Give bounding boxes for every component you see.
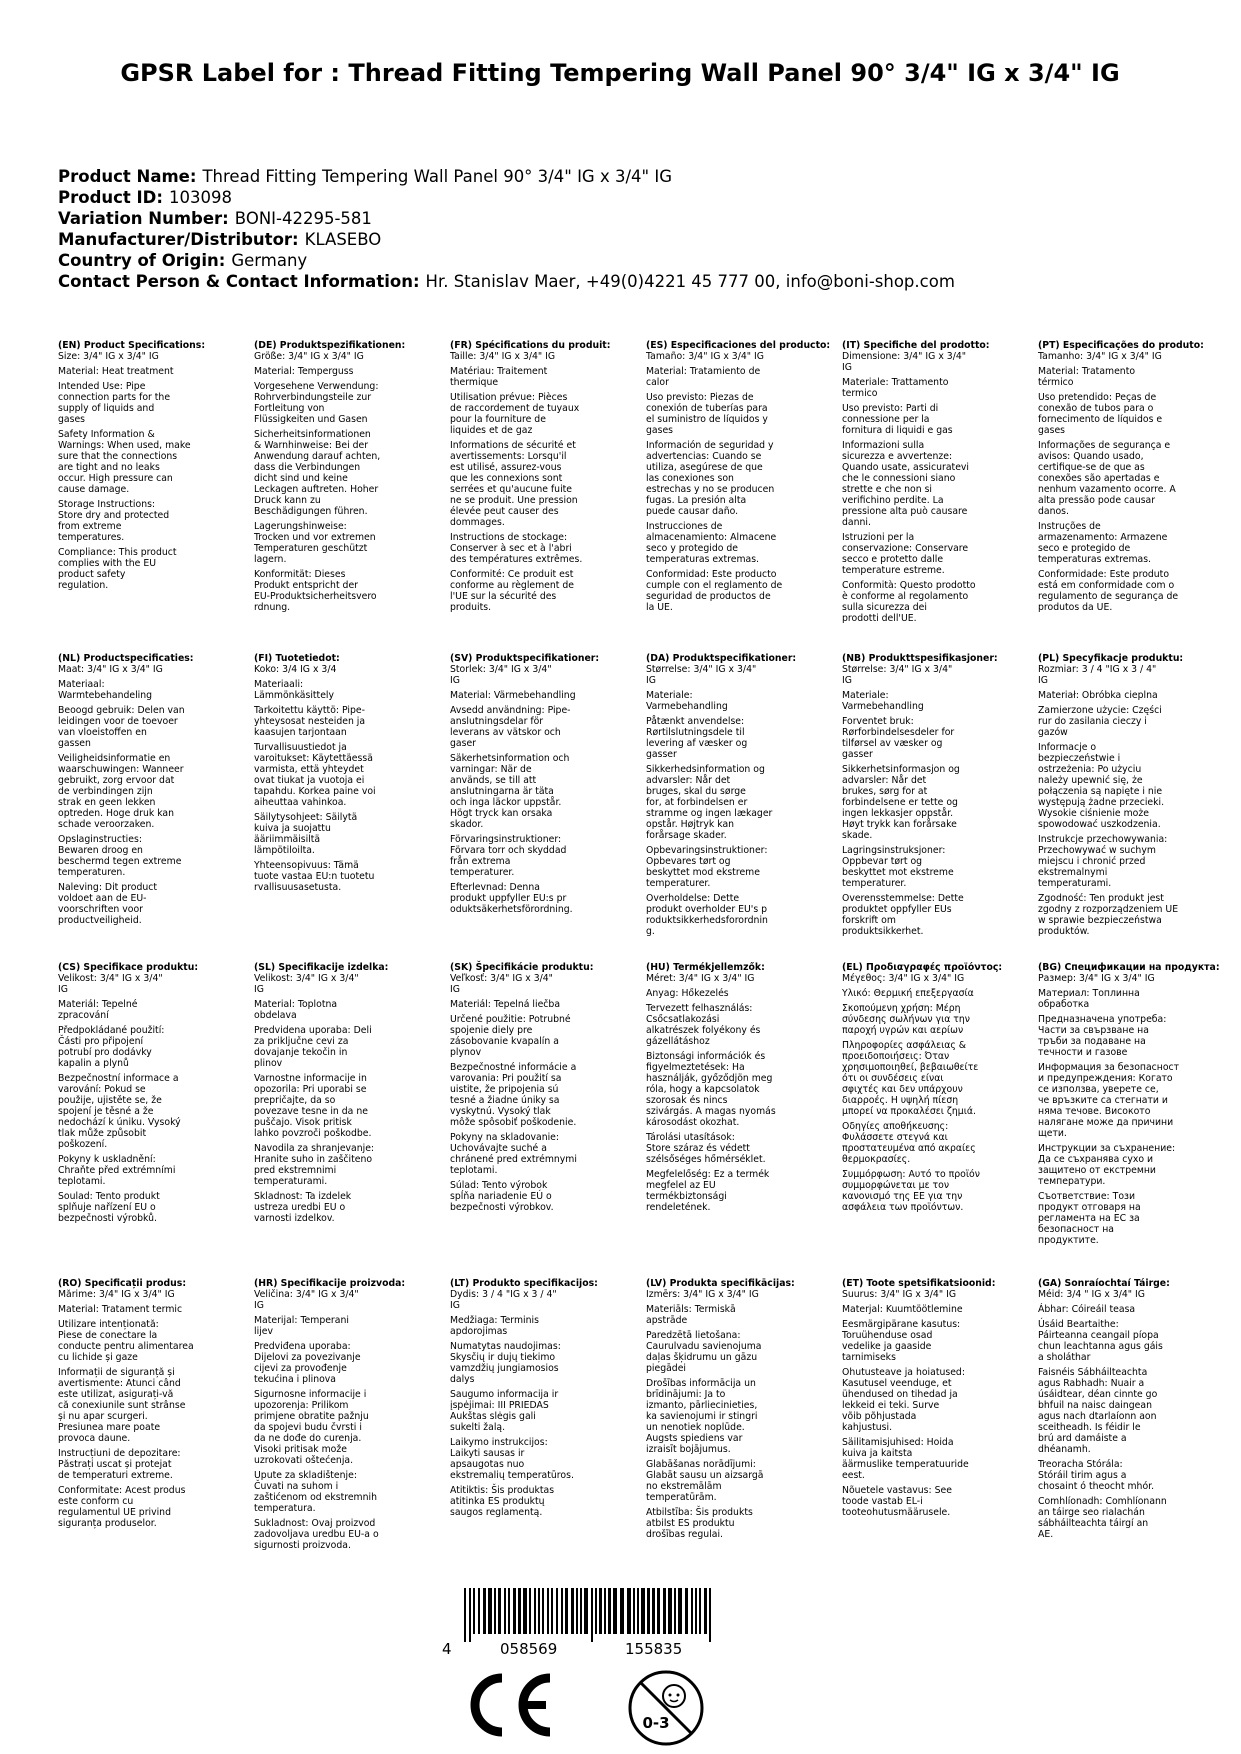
barcode-bar xyxy=(668,1588,672,1634)
barcode-bar xyxy=(551,1588,553,1634)
spec-paragraph: Konformität: Dieses Produkt entspricht der EU-Produktsicherheitsvero rdnung. xyxy=(254,569,377,613)
spec-paragraph: Opslaginstructies: Bewaren droog en beschermd tegen extreme temperaturen. xyxy=(58,834,182,878)
spec-paragraph: Instructions de stockage: Conserver à sec et à l'abri des températures extrêmes. xyxy=(450,532,583,565)
spec-paragraph: Safety Information & Warnings: When used, make sure that the connections are tight and no leaks occur. High pressure can cause damage. xyxy=(58,429,191,495)
spec-paragraph: Matériau: Traitement thermique xyxy=(450,366,548,388)
spec-paragraph: Размер: 3/4" IG x 3/4" IG xyxy=(1038,973,1155,984)
spec-heading: (IT) Specifiche del prodotto: xyxy=(842,340,990,351)
spec-paragraph: Utilisation prévue: Pièces de raccordement de tuyaux pour la fourniture de liquides et de gaz xyxy=(450,392,580,436)
barcode-digits-right: 155835 xyxy=(625,1640,683,1658)
spec-paragraph: Velikost: 3/4" IG x 3/4" IG xyxy=(58,973,163,995)
barcode-bar xyxy=(494,1588,496,1634)
spec-paragraph: Méid: 3/4 " IG x 3/4" IG xyxy=(1038,1289,1145,1300)
spec-paragraph: Pokyny na skladovanie: Uchovávajte suché a chránené pred extrémnymi teplotami. xyxy=(450,1132,577,1176)
spec-section xyxy=(842,340,1012,628)
page-title: GPSR Label for : Thread Fitting Tempering Wall Panel 90° 3/4" IG x 3/4" IG xyxy=(120,59,1120,87)
spec-paragraph: Información de seguridad y advertencias: Cuando se utiliza, asegúrese de que las conexiones son estrechas y no se producen fugas. La presión alta puede causar daño. xyxy=(646,440,775,517)
spec-paragraph: Materiale: Trattamento termico xyxy=(842,377,949,399)
spec-paragraph: Utilizare intenționată: Piese de conectare la conducte pentru alimentarea cu lichide și gaze xyxy=(58,1319,194,1363)
spec-heading: (PT) Especificações do produto: xyxy=(1038,340,1204,351)
spec-heading: (LV) Produkta specifikācijas: xyxy=(646,1278,795,1289)
spec-paragraph: Předpokládané použití: Části pro připojení potrubí pro dodávky kapalin a plynů xyxy=(58,1025,165,1069)
spec-paragraph: Overholdelse: Dette produkt overholder EU's p roduktsikkerhedsforordnin g. xyxy=(646,893,768,937)
spec-section xyxy=(450,1278,620,1522)
info-label: Manufacturer/Distributor: xyxy=(58,230,299,249)
age-label: 0-3 xyxy=(642,1714,670,1732)
spec-paragraph: Material: Temperguss xyxy=(254,366,354,377)
spec-paragraph: Lagerungshinweise: Trocken und vor extremen Temperaturen geschützt lagern. xyxy=(254,521,376,565)
spec-paragraph: Tarkoitettu käyttö: Pipe- yhteysosat nesteiden ja kaasujen tarjontaan xyxy=(254,705,366,738)
info-label: Country of Origin: xyxy=(58,251,226,270)
barcode-bar xyxy=(595,1588,597,1634)
spec-paragraph: Säilytysohjeet: Säilytä kuiva ja suojattu ääriimmäisiltä lämpötiloilta. xyxy=(254,812,358,856)
spec-paragraph: Conformidad: Este producto cumple con el reglamento de seguridad de productos de la UE. xyxy=(646,569,783,613)
spec-section xyxy=(646,1278,816,1544)
spec-paragraph: Laikymo instrukcijos: Laikyti sausas ir apsaugotas nuo ekstremalių temperatūros. xyxy=(450,1437,574,1481)
spec-paragraph: Pokyny k uskladnění: Chraňte před extrémními teplotami. xyxy=(58,1154,176,1187)
barcode-bar xyxy=(547,1588,549,1634)
spec-paragraph: Materiāls: Termiskā apstrāde xyxy=(646,1304,736,1326)
info-label: Variation Number: xyxy=(58,209,229,228)
spec-section xyxy=(1038,1278,1208,1544)
spec-paragraph: Tamaño: 3/4" IG x 3/4" IG xyxy=(646,351,764,362)
spec-paragraph: Faisnéis Sábháilteachta agus Rabhadh: Nuair a úsáidtear, déan cinnte go bhfuil na naisc daingean agus nach dtarlaíonn aon sceitheadh. Is féidir le brú ard damáiste a dhéanamh. xyxy=(1038,1367,1158,1455)
barcode-bar xyxy=(571,1588,574,1634)
barcode-bar xyxy=(663,1588,666,1634)
spec-paragraph: Säkerhetsinformation och varningar: När de används, se till att anslutningarna är täta och inga läckor uppstår. Högt tryck kan orsaka skador. xyxy=(450,753,570,830)
spec-paragraph: Conformità: Questo prodotto è conforme al regolamento sulla sicurezza dei prodotti dell'UE. xyxy=(842,580,976,624)
spec-paragraph: Predviđena uporaba: Dijelovi za povezivanje cijevi za provođenje tekućina i plinova xyxy=(254,1341,361,1385)
spec-paragraph: Glabāšanas norādījumi: Glabāt sausu un aizsargā no ekstremālām temperatūrām. xyxy=(646,1459,764,1503)
info-value: BONI-42295-581 xyxy=(234,209,372,228)
spec-paragraph: Informations de sécurité et avertissements: Lorsqu'il est utilisé, assurez-vous que les connexions sont serrées et qu'aucune fuite ne se produit. Une pression élevée peut causer des dommages. xyxy=(450,440,578,528)
info-row xyxy=(58,271,955,292)
spec-section xyxy=(646,962,816,1217)
spec-paragraph: Velikost: 3/4" IG x 3/4" IG xyxy=(254,973,359,995)
product-info xyxy=(58,166,955,292)
barcode-bar xyxy=(608,1588,611,1634)
spec-paragraph: Naleving: Dit product voldoet aan de EU- voorschriften voor productveiligheid. xyxy=(58,882,158,926)
spec-section xyxy=(646,653,816,941)
spec-section xyxy=(1038,653,1208,941)
spec-paragraph: Material: Toplotna obdelava xyxy=(254,999,338,1021)
spec-heading: (RO) Specificații produs: xyxy=(58,1278,187,1289)
spec-paragraph: Varnostne informacije in opozorila: Pri uporabi se prepričajte, da so povezave tesne in da ne puščajo. Visok pritisk lahko povzroči poškodbe. xyxy=(254,1073,372,1139)
barcode-bar xyxy=(469,1588,471,1642)
spec-paragraph: Bezpečnostné informácie a varovania: Pri použití sa uistite, že pripojenia sú tesné a žiadne úniky sa vyskytnú. Vysoký tlak môže spôsobiť poškodenie. xyxy=(450,1062,577,1128)
info-row xyxy=(58,166,955,187)
spec-paragraph: Maat: 3/4" IG x 3/4" IG xyxy=(58,664,163,675)
spec-paragraph: Material: Tratamiento de calor xyxy=(646,366,761,388)
barcode-bar xyxy=(488,1588,492,1634)
barcode-bar xyxy=(542,1588,544,1634)
barcode-bar xyxy=(556,1588,558,1634)
spec-paragraph: Numatytas naudojimas: Skysčių ir dujų tiekimo vamzdžių jungiamosios dalys xyxy=(450,1341,561,1385)
spec-paragraph: Medžiaga: Terminis apdorojimas xyxy=(450,1315,539,1337)
spec-paragraph: Turvallisuustiedot ja varoitukset: Käytettäessä varmista, että yhteydet ovat tiukat ja vuotoja ei tapahdu. Korkea paine voi aiheuttaa vahinkoa. xyxy=(254,742,376,808)
barcode-bar xyxy=(613,1588,617,1634)
spec-paragraph: Intended Use: Pipe connection parts for the supply of liquids and gases xyxy=(58,381,171,425)
barcode-bar xyxy=(691,1588,693,1634)
barcode-bar xyxy=(637,1588,639,1634)
info-label: Product Name: xyxy=(58,167,197,186)
spec-paragraph: Navodila za shranjevanje: Hranite suho in zaščiteno pred ekstremnimi temperaturami. xyxy=(254,1143,375,1187)
spec-paragraph: Sikkerhedsinformation og advarsler: Når det bruges, skal du sørge for, at forbindelsen er stramme og ingen lækager opstår. Højtryk kan forårsage skader. xyxy=(646,764,773,841)
spec-paragraph: Informații de siguranță și avertismente: Atunci când este utilizat, asigurați-vă că conexiunile sunt strânse și nu apar scurgeri. Presiunea mare poate provoca daune. xyxy=(58,1367,186,1444)
spec-paragraph: Saugumo informacija ir įspėjimai: III PRIEDAS Aukštas slėgis gali sukelti žalą. xyxy=(450,1389,559,1433)
spec-paragraph: Izmērs: 3/4" IG x 3/4" IG xyxy=(646,1289,759,1300)
spec-paragraph: Størrelse: 3/4" IG x 3/4" IG xyxy=(842,664,953,686)
spec-paragraph: Overensstemmelse: Dette produktet oppfyller EUs forskrift om produktsikkerhet. xyxy=(842,893,964,937)
spec-paragraph: Instrukcje przechowywania: Przechowywać w suchym miejscu i chronić przed ekstremalnymi temperaturami. xyxy=(1038,834,1168,889)
spec-paragraph: Material: Heat treatment xyxy=(58,366,174,377)
spec-paragraph: Materiale: Varmebehandling xyxy=(842,690,924,712)
spec-heading: (SK) Špecifikácie produktu: xyxy=(450,962,594,973)
spec-section xyxy=(58,1278,228,1533)
spec-paragraph: Compliance: This product complies with the EU product safety regulation. xyxy=(58,547,177,591)
spec-paragraph: Οδηγίες αποθήκευσης: Φυλάσσετε στεγνά και προστατευμένα από ακραίες θερμοκρασίες. xyxy=(842,1121,976,1165)
spec-paragraph: Atbilstība: Šis produkts atbilst ES produktu drošības regulai. xyxy=(646,1507,753,1540)
barcode-bar xyxy=(580,1588,582,1634)
barcode-bar xyxy=(699,1588,701,1634)
barcode-bar xyxy=(674,1588,676,1634)
spec-section xyxy=(1038,340,1208,617)
barcode-bar xyxy=(652,1588,655,1634)
spec-paragraph: Skladnost: Ta izdelek ustreza uredbi EU o varnosti izdelkov. xyxy=(254,1191,352,1224)
spec-section xyxy=(450,653,620,919)
spec-heading: (NL) Productspecificaties: xyxy=(58,653,194,664)
spec-paragraph: Materiál: Tepelné zpracování xyxy=(58,999,138,1021)
spec-paragraph: Opbevaringsinstruktioner: Opbevares tørt og beskyttet mod ekstreme temperaturer. xyxy=(646,845,768,889)
spec-heading: (EL) Προδιαγραφές προϊόντος: xyxy=(842,962,1003,973)
spec-paragraph: Förvaringsinstruktioner: Förvara torr och skyddad från extrema temperaturer. xyxy=(450,834,567,878)
spec-heading: (CS) Specifikace produktu: xyxy=(58,962,199,973)
spec-section xyxy=(58,340,228,595)
spec-paragraph: Yhteensopivuus: Tämä tuote vastaa EU:n tuotetu rvallisuusasetusta. xyxy=(254,860,375,893)
spec-paragraph: Predvidena uporaba: Deli za priključne cevi za dovajanje tekočin in plinov xyxy=(254,1025,372,1069)
barcode-bar xyxy=(685,1588,688,1634)
spec-section xyxy=(254,340,424,617)
spec-section xyxy=(58,962,228,1228)
spec-paragraph: Lagringsinstruksjoner: Oppbevar tørt og beskyttet mot ekstreme temperaturer. xyxy=(842,845,954,889)
spec-paragraph: Size: 3/4" IG x 3/4" IG xyxy=(58,351,159,362)
spec-paragraph: Forventet bruk: Rørforbindelsesdeler for tilførsel av væsker og gasser xyxy=(842,716,955,760)
spec-paragraph: Materjal: Kuumtöötlemine xyxy=(842,1304,963,1315)
spec-paragraph: Påtænkt anvendelse: Rørtilslutningsdele til levering af væsker og gasser xyxy=(646,716,748,760)
spec-paragraph: Materiaal: Warmtebehandeling xyxy=(58,679,153,701)
spec-heading: (SL) Specifikacije izdelka: xyxy=(254,962,389,973)
info-label: Product ID: xyxy=(58,188,163,207)
info-label: Contact Person & Contact Information: xyxy=(58,272,420,291)
spec-heading: (LT) Produkto specifikacijos: xyxy=(450,1278,598,1289)
spec-paragraph: Σκοπούμενη χρήση: Μέρη σύνδεσης σωλήνων για την παροχή υγρών και αερίων xyxy=(842,1003,970,1036)
spec-paragraph: Tervezett felhasználás: Csőcsatlakozási alkatrészek folyékony és gázellátáshoz xyxy=(646,1003,761,1047)
spec-heading: (PL) Specyfikacje produktu: xyxy=(1038,653,1184,664)
spec-paragraph: Biztonsági információk és figyelmeztetések: Ha használják, győződjön meg róla, hogy a kapcsolatok szorosak és nincs szivárgás. A magas nyomás károsodást okozhat. xyxy=(646,1051,776,1128)
barcode xyxy=(462,1588,714,1642)
barcode-bar xyxy=(627,1588,631,1634)
spec-paragraph: Предназначена употреба: Части за свързване на тръби за подаване на течности и газове xyxy=(1038,1014,1167,1058)
barcode-bar xyxy=(709,1588,711,1642)
spec-heading: (DE) Produktspezifikationen: xyxy=(254,340,406,351)
barcode-bar xyxy=(478,1588,480,1634)
spec-paragraph: Uso previsto: Parti di connessione per la fornitura di liquidi e gas xyxy=(842,403,953,436)
barcode-bar xyxy=(678,1588,682,1634)
info-value: Germany xyxy=(231,251,308,270)
barcode-bar xyxy=(704,1588,707,1634)
spec-section xyxy=(842,962,1012,1217)
spec-paragraph: Storage Instructions: Store dry and protected from extreme temperatures. xyxy=(58,499,170,543)
spec-paragraph: Beoogd gebruik: Delen van leidingen voor de toevoer van vloeistoffen en gassen xyxy=(58,705,185,749)
spec-heading: (FI) Tuotetiedot: xyxy=(254,653,340,664)
spec-paragraph: Veľkosť: 3/4" IG x 3/4" IG xyxy=(450,973,553,995)
barcode-bar xyxy=(498,1588,501,1634)
info-value: KLASEBO xyxy=(304,230,382,249)
barcode-bar xyxy=(599,1588,602,1634)
spec-paragraph: Sicherheitsinformationen & Warnhinweise: Bei der Anwendung darauf achten, dass die Verbindungen dicht sind und keine Leckagen auftreten. Hoher Druck kann zu Beschädigungen führen. xyxy=(254,429,381,517)
spec-paragraph: Материал: Топлинна обработка xyxy=(1038,988,1140,1010)
barcode-bar xyxy=(483,1588,486,1634)
barcode-bar xyxy=(473,1588,475,1634)
spec-paragraph: Material: Tratament termic xyxy=(58,1304,183,1315)
info-row xyxy=(58,250,955,271)
spec-heading: (DA) Produktspecifikationer: xyxy=(646,653,797,664)
spec-paragraph: Méret: 3/4" IG x 3/4" IG xyxy=(646,973,755,984)
spec-paragraph: Съответствие: Този продукт отговаря на регламента на ЕС за безопасност на продуктите. xyxy=(1038,1191,1141,1246)
spec-section xyxy=(254,1278,424,1555)
spec-paragraph: Ohutusteave ja hoiatused: Kasutusel veenduge, et ühendused on tihedad ja lekkeid ei teki. Surve võib põhjustada kahjustusi. xyxy=(842,1367,965,1433)
spec-paragraph: Suurus: 3/4" IG x 3/4" IG xyxy=(842,1289,957,1300)
spec-paragraph: Instrucciones de almacenamiento: Almacene seco y protegido de temperaturas extremas. xyxy=(646,521,777,565)
spec-paragraph: Materiaali: Lämmönkäsittely xyxy=(254,679,335,701)
spec-heading: (SV) Produktspecifikationer: xyxy=(450,653,600,664)
spec-section xyxy=(254,962,424,1228)
spec-paragraph: Conformité: Ce produit est conforme au règlement de l'UE sur la sécurité des produits. xyxy=(450,569,575,613)
spec-heading: (EN) Product Specifications: xyxy=(58,340,206,351)
spec-paragraph: Soulad: Tento produkt splňuje nařízení EU o bezpečnosti výrobků. xyxy=(58,1191,160,1224)
barcode-bar xyxy=(534,1588,536,1634)
spec-paragraph: Efterlevnad: Denna produkt uppfyller EU:s pr oduktsäkerhetsförordning. xyxy=(450,882,573,915)
spec-paragraph: Bezpečnostní informace a varování: Pokud se použije, ujistěte se, že spojení je těsné a že nedochází k úniku. Vysoký tlak může způsobit poškození. xyxy=(58,1073,181,1150)
spec-paragraph: Υλικό: Θερμική επεξεργασία xyxy=(842,988,974,999)
spec-paragraph: Informazioni sulla sicurezza e avvertenze: Quando usate, assicuratevi che le connessioni siano strette e che non si verifichino perdite. La pressione alta può causare danni. xyxy=(842,440,969,528)
spec-paragraph: Materiał: Obróbka cieplna xyxy=(1038,690,1158,701)
spec-section xyxy=(1038,962,1220,1250)
spec-paragraph: Úsáid Beartaithe: Páirteanna ceangail píopa chun leachtanna agus gáis a sholáthar xyxy=(1038,1319,1163,1363)
spec-paragraph: Sigurnosne informacije i upozorenja: Prilikom primjene obratite pažnju da spojevi budu čvrsti i da ne dođe do curenja. Visoki pritisak može uzrokovati oštećenja. xyxy=(254,1389,369,1466)
barcode-bar xyxy=(565,1588,568,1634)
spec-paragraph: Veličina: 3/4" IG x 3/4" IG xyxy=(254,1289,359,1311)
spec-paragraph: Určené použitie: Potrubné spojenie diely pre zásobovanie kvapalín a plynov xyxy=(450,1014,571,1058)
age-warning-icon xyxy=(626,1668,706,1748)
barcode-bar xyxy=(695,1588,697,1634)
barcode-bar xyxy=(504,1588,506,1634)
spec-section xyxy=(58,653,228,930)
barcode-bar xyxy=(591,1588,593,1642)
spec-paragraph: Anyag: Hőkezelés xyxy=(646,988,729,999)
spec-paragraph: Ábhar: Cóireáil teasa xyxy=(1038,1304,1136,1315)
barcode-bar xyxy=(561,1588,563,1634)
spec-paragraph: Instruções de armazenamento: Armazene seco e protegido de temperaturas extremas. xyxy=(1038,521,1168,565)
spec-paragraph: Materiál: Tepelná liečba xyxy=(450,999,561,1010)
barcode-bar xyxy=(538,1588,540,1634)
spec-section xyxy=(450,340,620,617)
spec-paragraph: Eesmärgipärane kasutus: Toruühenduse osad vedelike ja gaaside tarnimiseks xyxy=(842,1319,961,1363)
barcode-bar xyxy=(647,1588,650,1634)
spec-paragraph: Conformitate: Acest produs este conform cu regulamentul UE privind siguranța produselor. xyxy=(58,1485,186,1529)
spec-paragraph: Vorgesehene Verwendung: Rohrverbindungsteile zur Fortleitung von Flüssigkeiten und Gasen xyxy=(254,381,379,425)
barcode-bar xyxy=(508,1588,510,1634)
barcode-bar xyxy=(657,1588,660,1634)
spec-paragraph: Paredzētā lietošana: Caurulvadu savienojuma daļas šķidrumu un gāzu piegādei xyxy=(646,1330,762,1374)
spec-paragraph: Avsedd användning: Pipe- anslutningsdelar för leverans av vätskor och gaser xyxy=(450,705,571,749)
spec-heading: (BG) Спецификации на продукта: xyxy=(1038,962,1220,973)
spec-paragraph: Informações de segurança e avisos: Quando usado, certifique-se de que as conexões são apertadas e nenhum vazamento ocorre. A alta pressão pode causar danos. xyxy=(1038,440,1176,517)
spec-paragraph: Säilitamisjuhised: Hoida kuiva ja kaitsta äärmuslike temperatuuride eest. xyxy=(842,1437,969,1481)
spec-paragraph: Material: Tratamento térmico xyxy=(1038,366,1136,388)
barcode-bar xyxy=(513,1588,516,1634)
spec-paragraph: Comhlíonadh: Comhlíonann an táirge seo rialachán sábháilteachta táirgí an AE. xyxy=(1038,1496,1167,1540)
barcode-digit-first: 4 xyxy=(442,1640,452,1658)
spec-paragraph: Upute za skladištenje: Čuvati na suhom i zaštićenom od ekstremnih temperatura. xyxy=(254,1470,377,1514)
spec-paragraph: Storlek: 3/4" IG x 3/4" IG xyxy=(450,664,552,686)
spec-section xyxy=(254,653,424,897)
spec-paragraph: Drošības informācija un brīdinājumi: Ja to izmanto, pārliecinieties, ka savienojumi ir stingri un nenotiek noplūde. Augsts spiediens var izraisīt bojājumus. xyxy=(646,1378,758,1455)
spec-paragraph: Conformidade: Este produto está em conformidade com o regulamento de segurança de produtos da UE. xyxy=(1038,569,1179,613)
spec-paragraph: Uso pretendido: Peças de conexão de tubos para o fornecimento de líquidos e gases xyxy=(1038,392,1163,436)
spec-paragraph: Megfelelőség: Ez a termék megfelel az EU termékbiztonsági rendeletének. xyxy=(646,1169,770,1213)
spec-heading: (NB) Produkttspesifikasjoner: xyxy=(842,653,998,664)
spec-paragraph: Informacje o bezpieczeństwie i ostrzeżenia: Po użyciu należy upewnić się, że połączenia są napięte i nie występują żadne przecieki. Wysokie ciśnienie może spowodować uszkodzenia. xyxy=(1038,742,1165,830)
info-row xyxy=(58,229,955,250)
spec-paragraph: Dimensione: 3/4" IG x 3/4" IG xyxy=(842,351,967,373)
spec-paragraph: Zgodność: Ten produkt jest zgodny z rozporządzeniem UE w sprawie bezpieczeństwa produktów. xyxy=(1038,893,1179,937)
spec-paragraph: Инструкции за съхранение: Да се съхранява сухо и защитено от екстремни температури. xyxy=(1038,1143,1176,1187)
info-value: 103098 xyxy=(168,188,232,207)
spec-section xyxy=(646,340,831,617)
spec-paragraph: Koko: 3/4 IG x 3/4 xyxy=(254,664,337,675)
spec-paragraph: Veiligheidsinformatie en waarschuwingen: Wanneer gebruikt, zorg ervoor dat de verbindingen zijn strak en geen lekken optreden. Hoge druk kan schade veroorzaken. xyxy=(58,753,184,830)
barcode-bar xyxy=(529,1588,531,1634)
spec-paragraph: Taille: 3/4" IG x 3/4" IG xyxy=(450,351,556,362)
barcode-bar xyxy=(464,1588,466,1642)
spec-paragraph: Zamierzone użycie: Części rur do zasilania cieczy i gazów xyxy=(1038,705,1162,738)
info-value: Hr. Stanislav Maer, +49(0)4221 45 777 00, info@boni-shop.com xyxy=(425,272,955,291)
info-row xyxy=(58,187,955,208)
spec-paragraph: Atitiktis: Šis produktas atitinka ES produktų saugos reglamentą. xyxy=(450,1485,555,1518)
spec-paragraph: Πληροφορίες ασφάλειας & προειδοποιήσεις: Όταν χρησιμοποιηθεί, βεβαιωθείτε ότι οι συνδέσεις είναι σφιχτές και δεν υπάρχουν διαρροές. Η υψηλή πίεση μπορεί να προκαλέσει ζημιά. xyxy=(842,1040,979,1117)
spec-paragraph: Sukladnost: Ovaj proizvod zadovoljava uredbu EU-a o sigurnosti proizvoda. xyxy=(254,1518,379,1551)
spec-paragraph: Dydis: 3 / 4 "IG x 3 / 4" IG xyxy=(450,1289,557,1311)
barcode-bar xyxy=(641,1588,645,1634)
ce-mark-icon xyxy=(458,1670,558,1740)
spec-paragraph: Tárolási utasítások: Store száraz és védett szélsőséges hőmérséklet. xyxy=(646,1132,766,1165)
barcode-digits-left: 058569 xyxy=(500,1640,558,1658)
spec-paragraph: Συμμόρφωση: Αυτό το προϊόν συμμορφώνεται με τον κανονισμό της ΕΕ για την ασφάλεια των προϊόντων. xyxy=(842,1169,980,1213)
spec-section xyxy=(842,653,1012,941)
spec-paragraph: Treoracha Stórála: Stóráil tirim agus a chosaint ó theocht mhór. xyxy=(1038,1459,1155,1492)
info-row xyxy=(58,208,955,229)
spec-paragraph: Größe: 3/4" IG x 3/4" IG xyxy=(254,351,364,362)
spec-heading: (ET) Toote spetsifikatsioonid: xyxy=(842,1278,996,1289)
spec-paragraph: Størrelse: 3/4" IG x 3/4" IG xyxy=(646,664,757,686)
spec-section xyxy=(842,1278,1012,1522)
spec-paragraph: Tamanho: 3/4" IG x 3/4" IG xyxy=(1038,351,1162,362)
spec-paragraph: Mărime: 3/4" IG x 3/4" IG xyxy=(58,1289,175,1300)
spec-section xyxy=(450,962,620,1217)
spec-heading: (ES) Especificaciones del producto: xyxy=(646,340,831,351)
barcode-bar xyxy=(584,1588,588,1634)
spec-heading: (HR) Specifikacije proizvoda: xyxy=(254,1278,406,1289)
spec-paragraph: Súlad: Tento výrobok spĺňa nariadenie EÚ o bezpečnosti výrobkov. xyxy=(450,1180,554,1213)
barcode-bar xyxy=(620,1588,624,1634)
spec-heading: (FR) Spécifications du produit: xyxy=(450,340,611,351)
spec-paragraph: Instrucțiuni de depozitare: Păstrați uscat și protejat de temperaturi extreme. xyxy=(58,1448,181,1481)
spec-heading: (HU) Termékjellemzők: xyxy=(646,962,765,973)
barcode-bar xyxy=(523,1588,527,1634)
barcode-bar xyxy=(604,1588,606,1634)
spec-paragraph: Μέγεθος: 3/4" IG x 3/4" IG xyxy=(842,973,965,984)
info-value: Thread Fitting Tempering Wall Panel 90° 3/4" IG x 3/4" IG xyxy=(202,167,673,186)
barcode-bar xyxy=(633,1588,635,1634)
spec-paragraph: Информация за безопасност и предупреждения: Когато се използва, уверете се, че връзките са стегнати и няма течове. Високото налягане може да причини щети. xyxy=(1038,1062,1180,1139)
spec-paragraph: Rozmiar: 3 / 4 "IG x 3 / 4" IG xyxy=(1038,664,1157,686)
spec-paragraph: Sikkerhetsinformasjon og advarsler: Når det brukes, sørg for at forbindelsene er tette og ingen lekkasjer oppstår. Høyt trykk kan forårsake skade. xyxy=(842,764,960,841)
spec-heading: (GA) Sonraíochtaí Táirge: xyxy=(1038,1278,1170,1289)
spec-paragraph: Materijal: Temperani lijev xyxy=(254,1315,349,1337)
barcode-bar xyxy=(576,1588,578,1634)
barcode-bar xyxy=(518,1588,521,1634)
spec-paragraph: Istruzioni per la conservazione: Conservare secco e protetto dalle temperature estreme. xyxy=(842,532,969,576)
spec-paragraph: Nõuetele vastavus: See toode vastab EL-i tooteohutusmäärusele. xyxy=(842,1485,952,1518)
spec-paragraph: Uso previsto: Piezas de conexión de tuberías para el suministro de líquidos y gases xyxy=(646,392,768,436)
spec-paragraph: Materiale: Varmebehandling xyxy=(646,690,728,712)
spec-paragraph: Material: Värmebehandling xyxy=(450,690,576,701)
